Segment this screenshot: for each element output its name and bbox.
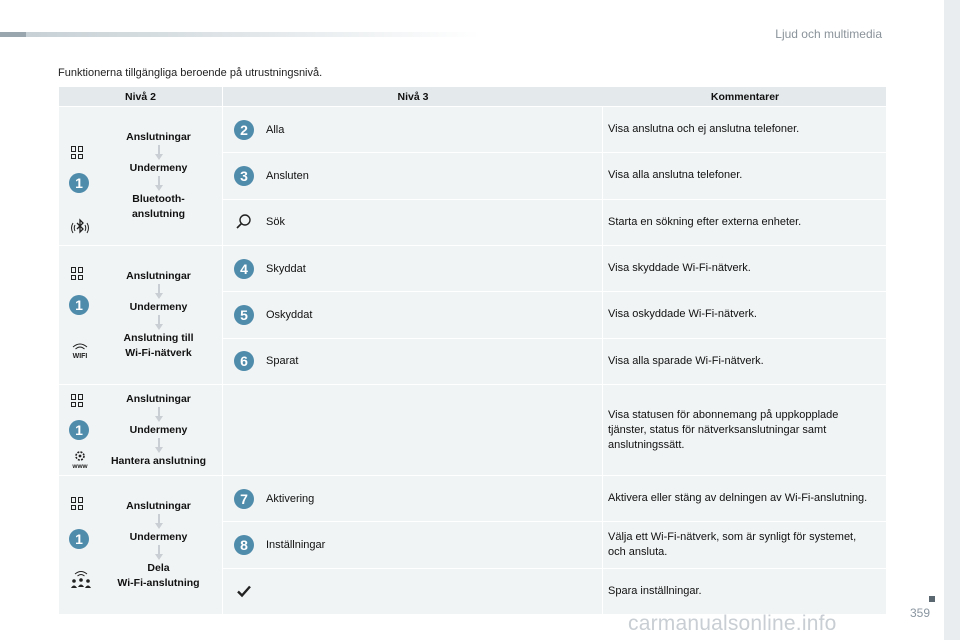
submenu-cell: [223, 153, 603, 199]
submenu-label: Oskyddat: [266, 308, 313, 321]
grid-icon: [71, 497, 84, 510]
menu-cell-manage: [59, 385, 223, 476]
comment-cell: Välja ett Wi-Fi-nätverk, som är synligt för systemet, och ansluta.: [603, 522, 887, 568]
table-row: [59, 246, 887, 292]
menu-label-undermeny: Undermeny: [129, 301, 188, 313]
step-badge: 3: [234, 166, 254, 186]
step-badge: 1: [69, 529, 89, 549]
arrow-down-icon: [154, 514, 164, 530]
column-header-niva2: Nivå 2: [59, 87, 223, 107]
submenu-label: Sök: [266, 216, 285, 229]
submenu-cell: [223, 107, 603, 153]
comment-cell: Starta en sökning efter externa enheter.: [603, 199, 887, 245]
comment-cell: Visa oskyddade Wi-Fi-nätverk.: [603, 292, 887, 338]
page-number: 359: [910, 606, 931, 620]
table-row: [59, 385, 887, 476]
comment-cell: Visa skyddade Wi-Fi-nätverk.: [603, 246, 887, 292]
header-bar: [0, 32, 480, 37]
comment-cell: Visa anslutna och ej anslutna telefoner.: [603, 107, 887, 153]
checkmark-icon: [236, 583, 252, 599]
submenu-label: Skyddat: [266, 262, 306, 275]
comment-cell: Spara inställningar.: [603, 568, 887, 614]
search-icon: [235, 213, 253, 231]
menu-label-undermeny: Undermeny: [129, 162, 188, 174]
arrow-down-icon: [154, 407, 164, 423]
step-badge: 6: [234, 351, 254, 371]
functions-table: [58, 86, 887, 615]
menu-cell-wifi: [59, 246, 223, 385]
comment-cell: Visa alla anslutna telefoner.: [603, 153, 887, 199]
svg-text:WIFI: WIFI: [72, 353, 88, 360]
submenu-cell: [223, 476, 603, 522]
menu-label-undermeny: Undermeny: [129, 423, 188, 436]
submenu-cell: [223, 522, 603, 568]
svg-text:www: www: [72, 463, 88, 470]
page-marker: [929, 596, 935, 602]
header-bar-accent: [0, 32, 26, 37]
comment-cell: Aktivera eller stäng av delningen av Wi-Fi-anslutning.: [603, 476, 887, 522]
table-row: [59, 107, 887, 153]
menu-label-anslutningar: Anslutningar: [126, 270, 191, 282]
share-wifi-icon: [69, 568, 93, 590]
submenu-cell: [223, 246, 603, 292]
menu-label-bluetooth: Bluetooth- anslutning: [131, 193, 186, 220]
submenu-label: Alla: [266, 123, 285, 136]
step-badge: 2: [234, 120, 254, 140]
www-gear-icon: [69, 449, 91, 471]
arrow-down-icon: [154, 545, 164, 561]
page-edge-strip: [944, 0, 960, 640]
comment-cell: Visa alla sparade Wi-Fi-nätverk.: [603, 338, 887, 384]
table-row: [59, 476, 887, 522]
step-badge: 8: [234, 535, 254, 555]
submenu-label: Aktivering: [266, 492, 315, 505]
step-badge: 1: [69, 420, 89, 440]
menu-cell-bluetooth: [59, 107, 223, 246]
menu-label-anslutningar: Anslutningar: [126, 392, 191, 405]
step-badge: 4: [234, 259, 254, 279]
submenu-label: Sparat: [266, 355, 299, 368]
menu-label-anslutningar: Anslutningar: [126, 131, 191, 143]
arrow-down-icon: [154, 438, 164, 454]
menu-label-anslutningar: Anslutningar: [126, 500, 191, 512]
submenu-label: Inställningar: [266, 538, 326, 551]
step-badge: 7: [234, 489, 254, 509]
comment-cell: Visa statusen för abonnemang på uppkopplade tjänster, status för nätverksanslutningar samt anslutningssätt.: [603, 385, 887, 476]
wifi-icon: [69, 338, 91, 360]
column-header-niva3: Nivå 3 Kommentarer: [223, 87, 887, 107]
submenu-label: Ansluten: [266, 169, 309, 182]
intro-text: Funktionerna tillgängliga beroende på utrustningsnivå.: [58, 67, 323, 79]
section-title: Ljud och multimedia: [775, 27, 882, 41]
menu-label-share-wifi: Dela Wi-Fi-anslutning: [117, 562, 200, 589]
bluetooth-icon: [69, 217, 91, 239]
table-header-row: [59, 87, 887, 107]
step-badge: 1: [69, 295, 89, 315]
arrow-down-icon: [154, 176, 164, 192]
submenu-cell: [223, 338, 603, 384]
arrow-down-icon: [154, 315, 164, 331]
arrow-down-icon: [154, 145, 164, 161]
step-badge: 5: [234, 305, 254, 325]
submenu-cell: [223, 568, 603, 614]
submenu-cell: [223, 199, 603, 245]
menu-label-hantera: Hantera anslutning: [110, 454, 207, 467]
watermark: carmanualsonline.info: [628, 612, 837, 635]
arrow-down-icon: [154, 284, 164, 300]
submenu-cell: [223, 385, 603, 476]
grid-icon: [71, 267, 84, 280]
grid-icon: [71, 394, 84, 407]
menu-cell-share-wifi: [59, 476, 223, 615]
submenu-cell: [223, 292, 603, 338]
grid-icon: [71, 146, 84, 159]
menu-label-wifi-network: Anslutning till Wi-Fi-nätverk: [123, 332, 194, 359]
menu-label-undermeny: Undermeny: [129, 531, 188, 543]
step-badge: 1: [69, 173, 89, 193]
